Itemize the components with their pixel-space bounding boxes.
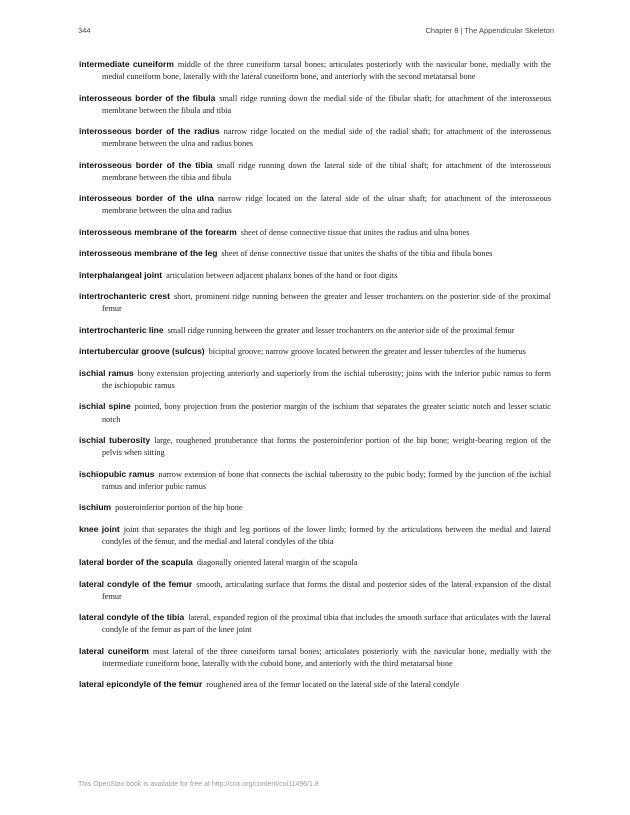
glossary-term: lateral border of the scapula [79, 557, 193, 568]
glossary-entry-interosseous-membrane-leg [79, 247, 551, 260]
glossary-term: interosseous border of the tibia [79, 159, 213, 170]
glossary-definition: articulation between adjacent phalanx bones of the hand or foot digits [166, 270, 398, 280]
glossary-entry-ischial-tuberosity [79, 434, 551, 459]
glossary-definition: joint that separates the thigh and leg portions of the lower limb; formed by the articulations between the medial and lateral condyles of the femur, and the medial and lateral condyles of the tibia [102, 524, 551, 546]
glossary-definition: most lateral of the three cuneiform tarsal bones; articulates posteriorly with the navicular bone, medially with the intermediate cuneiform bone, laterally with the cuboid bone, and anteriorly with the third metatarsal bone [102, 646, 551, 668]
glossary-entry-interosseous-membrane-forearm [79, 226, 551, 239]
glossary-definition: sheet of dense connective tissue that unites the shafts of the tibia and fibula bones [221, 249, 493, 259]
glossary-term: lateral condyle of the femur [79, 578, 193, 589]
glossary-term: knee joint [79, 523, 120, 534]
glossary-entry-interosseous-border-tibia [79, 159, 551, 184]
glossary-entry-interosseous-border-radius [79, 125, 551, 150]
glossary-definition: pointed, bony projection from the posterior margin of the ischium that separates the greater sciatic notch and lesser sciatic notch [102, 402, 551, 424]
glossary-definition: roughened area of the femur located on the lateral side of the lateral condyle [206, 680, 460, 690]
glossary-definition: narrow ridge located on the lateral side of the ulnar shaft; for attachment of the interosseous membrane between the ulna and radius [102, 194, 551, 216]
glossary-definition: bony extension projecting anteriorly and superiorly from the ischial tuberosity; joins with the inferior pubic ramus to form the ischiopubic ramus [102, 368, 551, 390]
glossary-definition: narrow ridge located on the medial side of the radial shaft; for attachment of the interosseous membrane between the ulna and radius bones [102, 127, 551, 149]
glossary-term: interosseous border of the fibula [79, 92, 216, 103]
page-footer: This OpenStax book is available for free at http://cnx.org/content/col11496/1.8 [78, 781, 319, 788]
glossary-definition: posteroinferior portion of the hip bone [115, 503, 243, 513]
glossary-term: interosseous membrane of the leg [79, 248, 218, 259]
glossary-term: interphalangeal joint [79, 269, 163, 280]
glossary-entry-intermediate-cuneiform [79, 58, 551, 83]
glossary-term: interosseous membrane of the forearm [79, 226, 237, 237]
glossary-term: interosseous border of the radius [79, 126, 220, 137]
glossary-term: ischial ramus [79, 367, 134, 378]
glossary-entry-lateral-condyle-tibia [79, 611, 551, 636]
glossary-term: ischium [79, 502, 112, 513]
glossary-term: ischiopubic ramus [79, 468, 155, 479]
glossary-definition: sheet of dense connective tissue that unites the radius and ulna bones [240, 227, 470, 237]
page-header [78, 26, 554, 38]
glossary-entry-interosseous-border-ulna [79, 192, 551, 217]
glossary-entry-intertrochanteric-line [79, 324, 551, 337]
glossary-term: interosseous border of the ulna [79, 193, 215, 204]
glossary-entry-ischiopubic-ramus [79, 468, 551, 493]
glossary-term: ischial spine [79, 401, 131, 412]
glossary-term: intermediate cuneiform [79, 59, 174, 69]
glossary-term: lateral epicondyle of the femur [79, 679, 203, 690]
glossary-entry-lateral-border-scapula [79, 556, 551, 569]
glossary-term: lateral cuneiform [79, 645, 149, 656]
glossary-definition: narrow extension of bone that connects the ischial tuberosity to the pubic body; formed by the junction of the ischial ramus and inferior pubic ramus [102, 469, 551, 491]
glossary-term: ischial tuberosity [79, 435, 151, 446]
glossary-entry-intertubercular-groove [79, 345, 551, 358]
glossary-entry-lateral-epicondyle-femur [79, 678, 551, 691]
glossary-entry-ischium [79, 501, 551, 514]
glossary-list [79, 58, 551, 700]
glossary-term: lateral condyle of the tibia [79, 612, 185, 623]
glossary-entry-interosseous-border-fibula [79, 92, 551, 117]
glossary-entry-knee-joint [79, 523, 551, 548]
glossary-definition: large, roughened protuberance that forms the posteroinferior portion of the hip bone; weight-bearing region of the pelvis when sitting [102, 436, 551, 458]
glossary-definition: smooth, articulating surface that forms the distal and posterior sides of the lateral expansion of the distal femur [102, 579, 551, 601]
chapter-title: Chapter 8 | The Appendicular Skeleton [425, 26, 554, 35]
glossary-term: intertubercular groove (sulcus) [79, 346, 205, 357]
glossary-definition: middle of the three cuneiform tarsal bones; articulates posteriorly with the navicular bone, medially with the medial cuneiform bone, laterally with the lateral cuneiform bone, and anteriorly with the second metatarsal bone [102, 60, 551, 82]
glossary-entry-ischial-ramus [79, 367, 551, 392]
glossary-entry-ischial-spine [79, 400, 551, 425]
glossary-definition: small ridge running down the lateral side of the tibial shaft; for attachment of the interosseous membrane between the tibia and fibula [102, 160, 551, 182]
glossary-term: intertrochanteric crest [79, 291, 170, 302]
glossary-entry-intertrochanteric-crest [79, 290, 551, 315]
glossary-definition: small ridge running between the greater and lesser trochanters on the anterior side of the proximal femur [167, 325, 515, 335]
glossary-definition: diagonally oriented lateral margin of the scapula [196, 558, 358, 568]
page-number: 344 [78, 26, 91, 35]
glossary-entry-lateral-cuneiform [79, 645, 551, 670]
glossary-entry-interphalangeal-joint [79, 269, 551, 282]
glossary-definition: short, prominent ridge running between the greater and lesser trochanters on the posterior side of the proximal femur [102, 292, 551, 314]
glossary-definition: small ridge running down the medial side of the fibular shaft; for attachment of the interosseous membrane between the fibula and tibia [102, 93, 551, 115]
glossary-definition: bicipital groove; narrow groove located between the greater and lesser tubercles of the humerus [208, 347, 526, 357]
glossary-term: intertrochanteric line [79, 324, 164, 335]
glossary-entry-lateral-condyle-femur [79, 578, 551, 603]
glossary-definition: lateral, expanded region of the proximal tibia that includes the smooth surface that articulates with the lateral condyle of the femur as part of the knee joint [102, 613, 551, 635]
